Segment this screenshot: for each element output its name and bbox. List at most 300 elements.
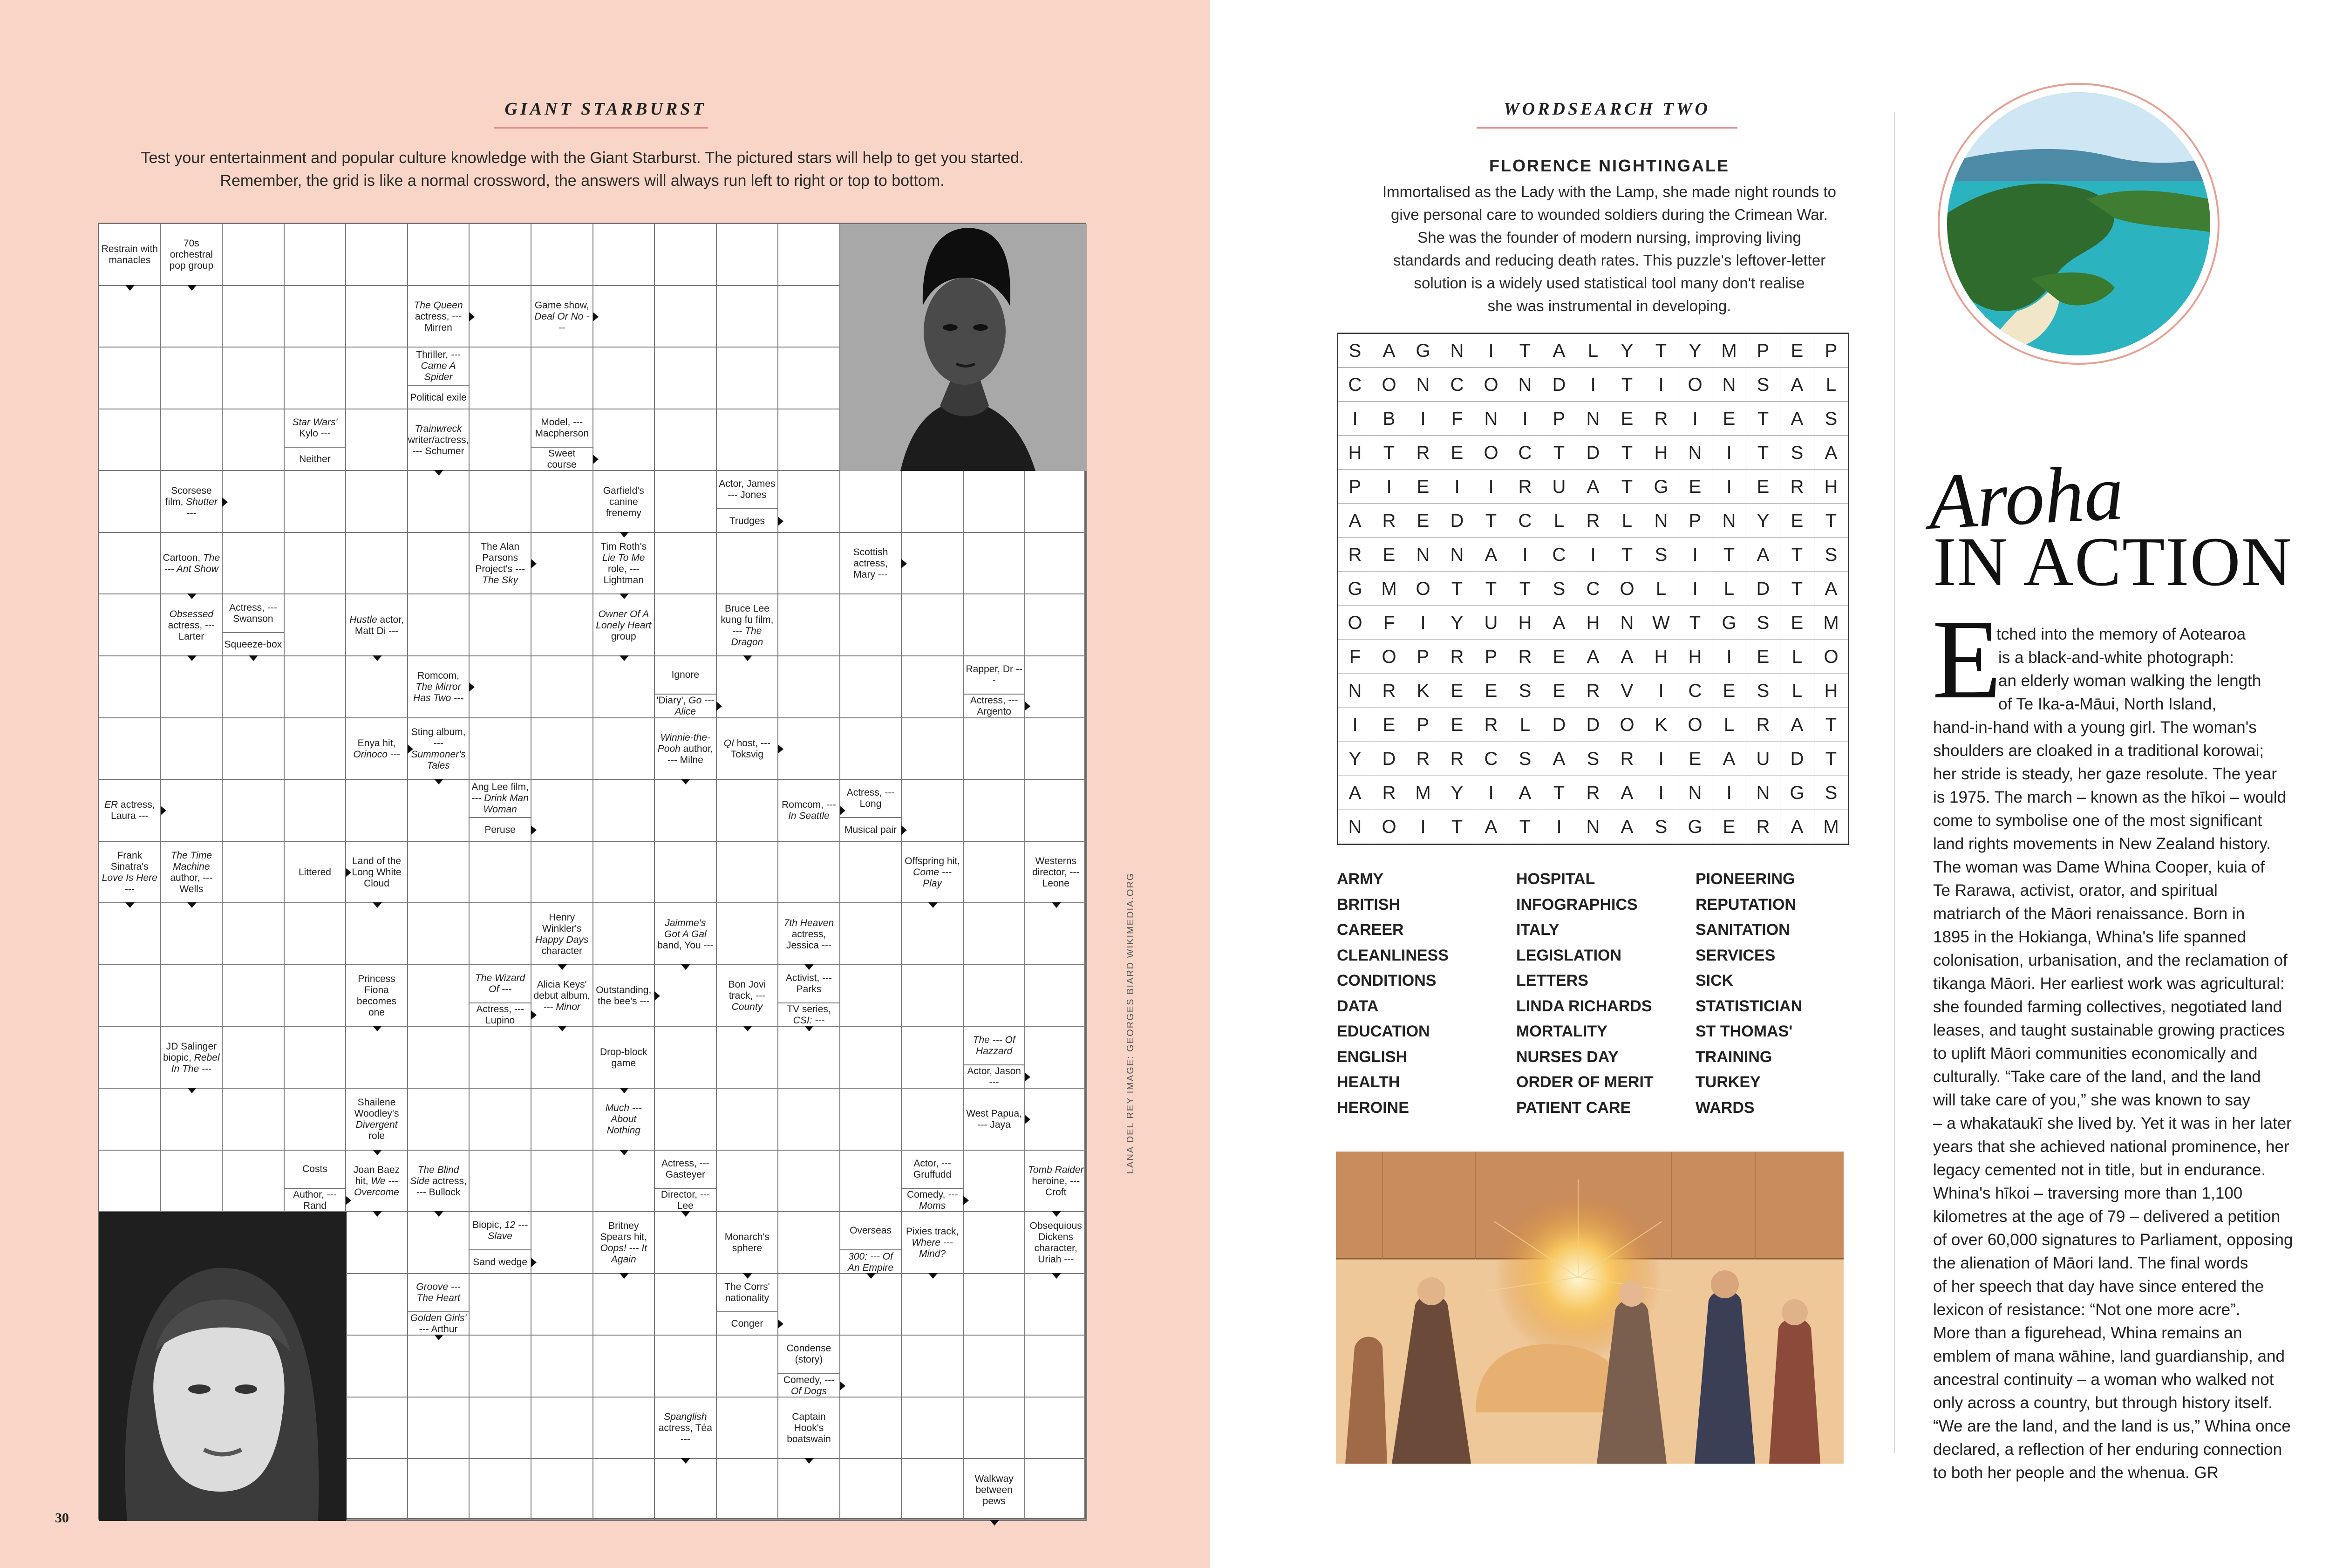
letter-cell[interactable]: Y — [1440, 606, 1474, 640]
crossword-cell[interactable] — [964, 842, 1026, 904]
crossword-cell[interactable] — [470, 409, 531, 471]
crossword-cell[interactable] — [346, 1027, 408, 1089]
letter-cell[interactable]: G — [1338, 572, 1372, 606]
crossword-cell[interactable] — [470, 1459, 531, 1521]
letter-cell[interactable]: G — [1678, 810, 1712, 845]
crossword-cell[interactable] — [964, 718, 1026, 780]
crossword-cell[interactable] — [161, 780, 223, 842]
crossword-cell[interactable] — [778, 718, 840, 780]
crossword-cell[interactable] — [840, 965, 902, 1027]
letter-cell[interactable]: S — [1814, 538, 1849, 572]
crossword-cell[interactable] — [223, 718, 285, 780]
letter-cell[interactable]: E — [1406, 470, 1440, 504]
letter-cell[interactable]: I — [1712, 470, 1746, 504]
crossword-cell[interactable] — [1025, 1274, 1087, 1336]
crossword-cell[interactable] — [408, 1089, 470, 1151]
crossword-cell[interactable] — [346, 1336, 408, 1398]
letter-cell[interactable]: N — [1406, 538, 1440, 572]
letter-cell[interactable]: O — [1474, 368, 1508, 402]
crossword-cell[interactable] — [778, 471, 840, 533]
letter-cell[interactable]: A — [1712, 742, 1746, 776]
letter-cell[interactable]: S — [1814, 402, 1849, 436]
crossword-cell[interactable] — [717, 286, 779, 348]
letter-cell[interactable]: H — [1644, 640, 1678, 674]
crossword-cell[interactable] — [902, 1398, 964, 1459]
crossword-cell[interactable] — [840, 656, 902, 718]
letter-cell[interactable]: L — [1644, 572, 1678, 606]
crossword-cell[interactable] — [223, 471, 285, 533]
crossword-cell[interactable] — [902, 471, 964, 533]
crossword-cell[interactable] — [902, 903, 964, 965]
crossword-cell[interactable] — [408, 224, 470, 286]
crossword-cell[interactable] — [408, 842, 470, 904]
crossword-cell[interactable] — [408, 471, 470, 533]
crossword-cell[interactable] — [1025, 718, 1087, 780]
letter-cell[interactable]: Y — [1440, 776, 1474, 810]
letter-cell[interactable]: I — [1576, 368, 1610, 402]
crossword-cell[interactable] — [531, 1151, 593, 1213]
letter-cell[interactable]: M — [1814, 810, 1849, 845]
crossword-cell[interactable] — [964, 965, 1026, 1027]
letter-cell[interactable]: N — [1644, 504, 1678, 538]
letter-cell[interactable]: C — [1508, 436, 1542, 470]
letter-cell[interactable]: T — [1440, 572, 1474, 606]
crossword-cell[interactable] — [840, 1274, 902, 1336]
crossword-cell[interactable] — [1025, 471, 1087, 533]
letter-cell[interactable]: A — [1474, 810, 1508, 845]
crossword-cell[interactable] — [1025, 1089, 1087, 1151]
letter-cell[interactable]: O — [1372, 368, 1406, 402]
crossword-cell[interactable] — [902, 1459, 964, 1521]
crossword-cell[interactable] — [99, 1027, 161, 1089]
letter-cell[interactable]: S — [1508, 674, 1542, 708]
crossword-cell[interactable] — [470, 1089, 531, 1151]
letter-cell[interactable]: A — [1814, 572, 1849, 606]
letter-cell[interactable]: I — [1440, 470, 1474, 504]
letter-cell[interactable]: R — [1644, 402, 1678, 436]
letter-cell[interactable]: M — [1406, 776, 1440, 810]
crossword-cell[interactable] — [655, 286, 717, 348]
crossword-cell[interactable] — [655, 594, 717, 656]
letter-cell[interactable]: H — [1338, 436, 1372, 470]
crossword-cell[interactable] — [964, 594, 1026, 656]
crossword-cell[interactable] — [99, 348, 161, 409]
crossword-cell[interactable] — [161, 348, 223, 409]
letter-cell[interactable]: A — [1542, 606, 1576, 640]
letter-cell[interactable]: L — [1508, 708, 1542, 742]
crossword-cell[interactable] — [470, 1274, 531, 1336]
crossword-cell[interactable] — [531, 1089, 593, 1151]
crossword-cell[interactable] — [470, 594, 531, 656]
letter-cell[interactable]: I — [1678, 572, 1712, 606]
letter-cell[interactable]: S — [1508, 742, 1542, 776]
letter-cell[interactable]: G — [1644, 470, 1678, 504]
crossword-cell[interactable] — [285, 656, 347, 718]
letter-cell[interactable]: D — [1440, 504, 1474, 538]
letter-cell[interactable]: N — [1406, 368, 1440, 402]
crossword-cell[interactable] — [285, 903, 347, 965]
crossword-cell[interactable] — [655, 409, 717, 471]
letter-cell[interactable]: N — [1338, 674, 1372, 708]
crossword-cell[interactable] — [470, 842, 531, 904]
letter-cell[interactable]: P — [1474, 640, 1508, 674]
letter-cell[interactable]: D — [1542, 708, 1576, 742]
letter-cell[interactable]: T — [1610, 538, 1644, 572]
crossword-cell[interactable] — [778, 533, 840, 595]
crossword-cell[interactable] — [161, 1151, 223, 1213]
crossword-cell[interactable] — [408, 1398, 470, 1459]
letter-cell[interactable]: D — [1542, 368, 1576, 402]
crossword-cell[interactable] — [964, 1336, 1026, 1398]
crossword-cell[interactable] — [964, 1274, 1026, 1336]
letter-cell[interactable]: R — [1780, 470, 1814, 504]
letter-cell[interactable]: I — [1678, 402, 1712, 436]
crossword-cell[interactable] — [593, 1398, 655, 1459]
letter-cell[interactable]: A — [1372, 334, 1406, 368]
crossword-cell[interactable] — [531, 1027, 593, 1089]
crossword-cell[interactable] — [346, 471, 408, 533]
crossword-cell[interactable] — [285, 533, 347, 595]
letter-cell[interactable]: T — [1610, 470, 1644, 504]
crossword-cell[interactable] — [964, 1151, 1026, 1213]
letter-cell[interactable]: I — [1644, 742, 1678, 776]
letter-cell[interactable]: T — [1440, 810, 1474, 845]
crossword-cell[interactable] — [99, 1089, 161, 1151]
letter-cell[interactable]: D — [1576, 708, 1610, 742]
letter-cell[interactable]: T — [1814, 742, 1849, 776]
letter-cell[interactable]: K — [1406, 674, 1440, 708]
crossword-cell[interactable] — [99, 594, 161, 656]
crossword-cell[interactable] — [655, 224, 717, 286]
crossword-cell[interactable] — [161, 656, 223, 718]
crossword-cell[interactable] — [1025, 533, 1087, 595]
crossword-cell[interactable] — [717, 409, 779, 471]
crossword-cell[interactable] — [840, 594, 902, 656]
crossword-cell[interactable] — [902, 1336, 964, 1398]
crossword-cell[interactable] — [99, 718, 161, 780]
letter-cell[interactable]: S — [1542, 572, 1576, 606]
crossword-cell[interactable] — [408, 1459, 470, 1521]
letter-cell[interactable]: K — [1644, 708, 1678, 742]
letter-cell[interactable]: R — [1508, 640, 1542, 674]
crossword-cell[interactable] — [840, 471, 902, 533]
letter-cell[interactable]: T — [1780, 572, 1814, 606]
letter-cell[interactable]: I — [1644, 776, 1678, 810]
crossword-cell[interactable] — [285, 286, 347, 348]
crossword-cell[interactable] — [778, 1027, 840, 1089]
crossword-cell[interactable] — [655, 471, 717, 533]
letter-cell[interactable]: N — [1576, 810, 1610, 845]
crossword-cell[interactable] — [223, 533, 285, 595]
crossword-cell[interactable] — [902, 780, 964, 842]
letter-cell[interactable]: D — [1372, 742, 1406, 776]
letter-cell[interactable]: R — [1474, 708, 1508, 742]
crossword-cell[interactable] — [840, 1089, 902, 1151]
letter-cell[interactable]: L — [1712, 708, 1746, 742]
crossword-cell[interactable] — [964, 1398, 1026, 1459]
crossword-cell[interactable] — [346, 1274, 408, 1336]
letter-cell[interactable]: A — [1576, 470, 1610, 504]
crossword-cell[interactable] — [1025, 1459, 1087, 1521]
letter-cell[interactable]: C — [1440, 368, 1474, 402]
crossword-cell[interactable] — [717, 1336, 779, 1398]
crossword-cell[interactable] — [223, 409, 285, 471]
letter-cell[interactable]: A — [1542, 334, 1576, 368]
crossword-cell[interactable] — [655, 1089, 717, 1151]
letter-cell[interactable]: S — [1746, 606, 1780, 640]
letter-cell[interactable]: C — [1338, 368, 1372, 402]
crossword-cell[interactable] — [1025, 656, 1087, 718]
crossword-cell[interactable] — [778, 286, 840, 348]
letter-cell[interactable]: T — [1610, 368, 1644, 402]
letter-cell[interactable]: L — [1542, 504, 1576, 538]
letter-cell[interactable]: M — [1372, 572, 1406, 606]
letter-cell[interactable]: L — [1610, 504, 1644, 538]
crossword-cell[interactable] — [593, 286, 655, 348]
crossword-cell[interactable] — [593, 656, 655, 718]
crossword-cell[interactable] — [346, 286, 408, 348]
crossword-cell[interactable] — [840, 718, 902, 780]
letter-cell[interactable]: F — [1372, 606, 1406, 640]
crossword-cell[interactable] — [408, 1336, 470, 1398]
crossword-cell[interactable] — [285, 594, 347, 656]
crossword-cell[interactable] — [408, 780, 470, 842]
crossword-cell[interactable] — [1025, 780, 1087, 842]
crossword-cell[interactable] — [531, 471, 593, 533]
crossword-cell[interactable] — [285, 1089, 347, 1151]
crossword-cell[interactable] — [531, 1274, 593, 1336]
crossword-cell[interactable] — [717, 903, 779, 965]
crossword-cell[interactable] — [902, 718, 964, 780]
crossword-cell[interactable] — [346, 409, 408, 471]
letter-cell[interactable]: P — [1746, 334, 1780, 368]
crossword-cell[interactable] — [531, 780, 593, 842]
letter-cell[interactable]: R — [1372, 776, 1406, 810]
letter-cell[interactable]: R — [1576, 504, 1610, 538]
crossword-cell[interactable] — [531, 1336, 593, 1398]
letter-cell[interactable]: O — [1406, 572, 1440, 606]
letter-cell[interactable]: E — [1712, 402, 1746, 436]
letter-cell[interactable]: I — [1576, 538, 1610, 572]
crossword-cell[interactable] — [470, 718, 531, 780]
letter-cell[interactable]: T — [1746, 436, 1780, 470]
crossword-cell[interactable] — [346, 348, 408, 409]
letter-cell[interactable]: C — [1576, 572, 1610, 606]
crossword-cell[interactable] — [346, 1398, 408, 1459]
letter-cell[interactable]: D — [1780, 742, 1814, 776]
letter-cell[interactable]: Y — [1678, 334, 1712, 368]
letter-cell[interactable]: O — [1610, 572, 1644, 606]
letter-cell[interactable]: E — [1712, 674, 1746, 708]
crossword-cell[interactable] — [593, 348, 655, 409]
letter-cell[interactable]: R — [1372, 504, 1406, 538]
crossword-cell[interactable] — [470, 1027, 531, 1089]
letter-cell[interactable]: I — [1338, 402, 1372, 436]
crossword-cell[interactable] — [223, 286, 285, 348]
crossword-cell[interactable] — [902, 1089, 964, 1151]
crossword-cell[interactable] — [223, 1151, 285, 1213]
crossword-cell[interactable] — [655, 965, 717, 1027]
letter-cell[interactable]: I — [1508, 402, 1542, 436]
crossword-cell[interactable] — [408, 1212, 470, 1274]
crossword-cell[interactable] — [1025, 1398, 1087, 1459]
crossword-cell[interactable] — [778, 1212, 840, 1274]
crossword-cell[interactable] — [717, 348, 779, 409]
crossword-cell[interactable] — [778, 224, 840, 286]
letter-cell[interactable]: A — [1780, 810, 1814, 845]
letter-cell[interactable]: P — [1406, 708, 1440, 742]
letter-cell[interactable]: A — [1780, 368, 1814, 402]
letter-cell[interactable]: S — [1780, 436, 1814, 470]
letter-cell[interactable]: C — [1678, 674, 1712, 708]
letter-cell[interactable]: L — [1780, 640, 1814, 674]
crossword-cell[interactable] — [161, 286, 223, 348]
letter-cell[interactable]: E — [1406, 504, 1440, 538]
letter-cell[interactable]: T — [1712, 538, 1746, 572]
letter-cell[interactable]: W — [1644, 606, 1678, 640]
crossword-cell[interactable] — [531, 718, 593, 780]
letter-cell[interactable]: A — [1610, 810, 1644, 845]
letter-cell[interactable]: E — [1678, 470, 1712, 504]
letter-cell[interactable]: G — [1712, 606, 1746, 640]
letter-cell[interactable]: H — [1678, 640, 1712, 674]
letter-cell[interactable]: E — [1678, 742, 1712, 776]
crossword-cell[interactable] — [285, 1027, 347, 1089]
crossword-cell[interactable] — [593, 903, 655, 965]
letter-cell[interactable]: E — [1746, 470, 1780, 504]
letter-cell[interactable]: T — [1508, 810, 1542, 845]
crossword-cell[interactable] — [531, 594, 593, 656]
letter-cell[interactable]: E — [1780, 334, 1814, 368]
crossword-cell[interactable] — [223, 224, 285, 286]
letter-cell[interactable]: P — [1338, 470, 1372, 504]
crossword-cell[interactable] — [1025, 594, 1087, 656]
crossword-cell[interactable] — [655, 780, 717, 842]
crossword-cell[interactable] — [285, 224, 347, 286]
letter-cell[interactable]: D — [1576, 436, 1610, 470]
letter-cell[interactable]: E — [1542, 674, 1576, 708]
letter-cell[interactable]: N — [1712, 504, 1746, 538]
letter-cell[interactable]: O — [1678, 708, 1712, 742]
crossword-cell[interactable] — [99, 409, 161, 471]
letter-cell[interactable]: I — [1508, 538, 1542, 572]
letter-cell[interactable]: D — [1746, 572, 1780, 606]
crossword-cell[interactable] — [1025, 965, 1087, 1027]
crossword-cell[interactable] — [470, 903, 531, 965]
letter-cell[interactable]: A — [1474, 538, 1508, 572]
letter-cell[interactable]: I — [1406, 606, 1440, 640]
crossword-cell[interactable] — [717, 1151, 779, 1213]
letter-cell[interactable]: N — [1440, 334, 1474, 368]
crossword-cell[interactable] — [223, 656, 285, 718]
crossword-cell[interactable] — [778, 409, 840, 471]
crossword-cell[interactable] — [840, 903, 902, 965]
letter-cell[interactable]: T — [1474, 572, 1508, 606]
crossword-cell[interactable] — [1025, 1027, 1087, 1089]
letter-cell[interactable]: E — [1440, 436, 1474, 470]
letter-cell[interactable]: A — [1610, 640, 1644, 674]
letter-cell[interactable]: T — [1372, 436, 1406, 470]
crossword-cell[interactable] — [346, 224, 408, 286]
letter-cell[interactable]: L — [1814, 368, 1849, 402]
crossword-cell[interactable] — [531, 842, 593, 904]
crossword-cell[interactable] — [593, 1459, 655, 1521]
letter-cell[interactable]: T — [1474, 504, 1508, 538]
letter-cell[interactable]: G — [1406, 334, 1440, 368]
letter-cell[interactable]: O — [1814, 640, 1849, 674]
crossword-cell[interactable] — [902, 1027, 964, 1089]
crossword-cell[interactable] — [470, 656, 531, 718]
crossword-cell[interactable] — [285, 348, 347, 409]
letter-cell[interactable]: O — [1678, 368, 1712, 402]
letter-cell[interactable]: O — [1372, 640, 1406, 674]
letter-cell[interactable]: I — [1474, 776, 1508, 810]
crossword-cell[interactable] — [778, 1151, 840, 1213]
crossword-cell[interactable] — [902, 1274, 964, 1336]
crossword-cell[interactable] — [593, 409, 655, 471]
crossword-cell[interactable] — [99, 533, 161, 595]
letter-cell[interactable]: T — [1746, 402, 1780, 436]
letter-cell[interactable]: L — [1780, 674, 1814, 708]
letter-cell[interactable]: H — [1576, 606, 1610, 640]
letter-cell[interactable]: R — [1746, 708, 1780, 742]
letter-cell[interactable]: A — [1780, 708, 1814, 742]
letter-cell[interactable]: N — [1712, 368, 1746, 402]
crossword-cell[interactable] — [161, 718, 223, 780]
letter-cell[interactable]: E — [1440, 708, 1474, 742]
crossword-cell[interactable] — [99, 471, 161, 533]
crossword-cell[interactable] — [99, 903, 161, 965]
letter-cell[interactable]: S — [1746, 674, 1780, 708]
crossword-cell[interactable] — [902, 965, 964, 1027]
letter-cell[interactable]: I — [1474, 470, 1508, 504]
letter-cell[interactable]: R — [1440, 640, 1474, 674]
crossword-cell[interactable] — [778, 1459, 840, 1521]
letter-cell[interactable]: C — [1508, 504, 1542, 538]
crossword-cell[interactable] — [717, 224, 779, 286]
letter-cell[interactable]: G — [1780, 776, 1814, 810]
crossword-cell[interactable] — [285, 965, 347, 1027]
crossword-cell[interactable] — [408, 1027, 470, 1089]
crossword-cell[interactable] — [593, 1336, 655, 1398]
crossword-cell[interactable] — [655, 1027, 717, 1089]
crossword-cell[interactable] — [99, 1151, 161, 1213]
crossword-cell[interactable] — [593, 718, 655, 780]
letter-cell[interactable]: T — [1508, 334, 1542, 368]
letter-cell[interactable]: T — [1814, 504, 1849, 538]
crossword-cell[interactable] — [99, 656, 161, 718]
letter-cell[interactable]: N — [1746, 776, 1780, 810]
crossword-cell[interactable] — [161, 903, 223, 965]
crossword-cell[interactable] — [531, 1398, 593, 1459]
letter-cell[interactable]: E — [1780, 606, 1814, 640]
letter-cell[interactable]: N — [1678, 436, 1712, 470]
letter-cell[interactable]: R — [1372, 674, 1406, 708]
crossword-cell[interactable] — [285, 471, 347, 533]
crossword-cell[interactable] — [840, 1459, 902, 1521]
letter-cell[interactable]: R — [1508, 470, 1542, 504]
letter-cell[interactable]: L — [1576, 334, 1610, 368]
letter-cell[interactable]: E — [1746, 640, 1780, 674]
letter-cell[interactable]: P — [1406, 640, 1440, 674]
letter-cell[interactable]: E — [1712, 810, 1746, 845]
letter-cell[interactable]: R — [1576, 776, 1610, 810]
crossword-cell[interactable] — [593, 1274, 655, 1336]
crossword-cell[interactable] — [717, 842, 779, 904]
crossword-cell[interactable] — [840, 1151, 902, 1213]
crossword-cell[interactable] — [223, 842, 285, 904]
letter-cell[interactable]: A — [1814, 436, 1849, 470]
